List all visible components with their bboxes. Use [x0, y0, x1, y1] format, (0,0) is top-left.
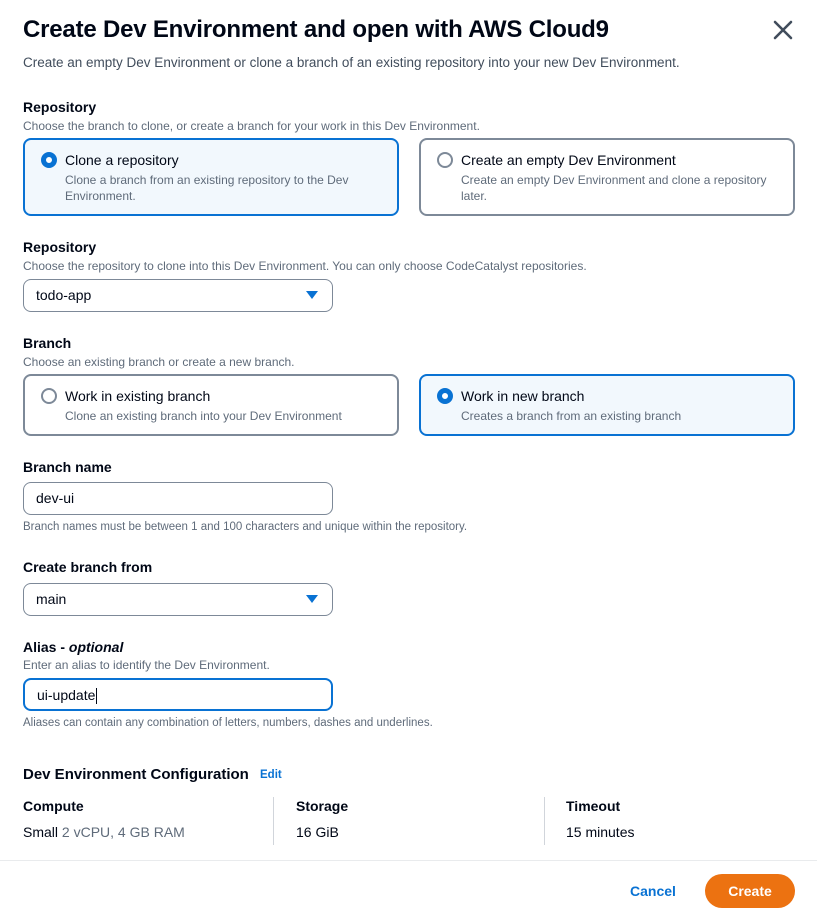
timeout-value: 15 minutes: [566, 824, 635, 840]
create-branch-from-value: main: [36, 591, 67, 607]
branch-mode-label: Branch: [23, 335, 72, 351]
create-button[interactable]: Create: [705, 874, 795, 908]
caret-down-icon: [306, 291, 318, 299]
footer-divider: [0, 860, 817, 861]
column-divider: [273, 797, 274, 845]
compute-detail: 2 vCPU, 4 GB RAM: [61, 824, 185, 840]
storage-label: Storage: [296, 798, 349, 814]
repository-select-description: Choose the repository to clone into this Dev Environment. You can only choose CodeCatalyst repositories.: [23, 259, 587, 273]
column-divider: [544, 797, 545, 845]
timeout-label: Timeout: [566, 798, 621, 814]
repository-mode-description: Choose the branch to clone, or create a branch for your work in this Dev Environment.: [23, 119, 480, 133]
configuration-edit-link[interactable]: Edit: [260, 769, 282, 781]
branch-mode-description: Choose an existing branch or create a new branch.: [23, 355, 295, 369]
storage-value: 16 GiB: [296, 824, 339, 840]
existing-branch-tile[interactable]: [23, 374, 399, 436]
new-branch-label: Work in new branch: [461, 388, 585, 404]
caret-down-icon: [306, 595, 318, 603]
existing-branch-label: Work in existing branch: [65, 388, 211, 404]
compute-column: [23, 798, 185, 840]
empty-dev-environment-tile[interactable]: [419, 138, 795, 216]
clone-repository-tile[interactable]: [23, 138, 399, 216]
new-branch-radio[interactable]: [437, 388, 453, 404]
create-branch-from-label: Create branch from: [23, 559, 153, 575]
clone-repository-label: Clone a repository: [65, 152, 179, 168]
cancel-button[interactable]: Cancel: [630, 883, 676, 899]
existing-branch-description: Clone an existing branch into your Dev Environment: [65, 409, 342, 423]
modal-title: Create Dev Environment and open with AWS Cloud9: [23, 16, 609, 43]
repository-mode-label: Repository: [23, 99, 97, 115]
branch-name-value: dev-ui: [36, 490, 75, 506]
timeout-column: [566, 798, 634, 840]
close-icon[interactable]: [771, 18, 795, 42]
branch-name-hint: Branch names must be between 1 and 100 characters and unique within the repository.: [23, 521, 468, 533]
alias-hint: Aliases can contain any combination of letters, numbers, dashes and underlines.: [23, 717, 433, 729]
empty-dev-environment-description: Create an empty Dev Environment and clone a repository later.: [461, 173, 767, 203]
repository-select-label: Repository: [23, 239, 97, 255]
repository-select-value: todo-app: [36, 287, 92, 303]
new-branch-tile[interactable]: [419, 374, 795, 436]
clone-repository-description: Clone a branch from an existing repository to the Dev Environment.: [65, 173, 349, 203]
compute-value: Small 2 vCPU, 4 GB RAM: [23, 824, 185, 840]
alias-description: Enter an alias to identify the Dev Environment.: [23, 658, 270, 672]
configuration-title: Dev Environment Configuration: [23, 766, 249, 783]
new-branch-description: Creates a branch from an existing branch: [461, 409, 682, 423]
alias-label: Alias - optional: [23, 639, 124, 655]
branch-name-label: Branch name: [23, 459, 112, 475]
repository-select[interactable]: [23, 279, 333, 312]
storage-column: [296, 798, 348, 840]
alias-value: ui-update: [37, 687, 96, 703]
create-branch-from-select[interactable]: [23, 583, 333, 616]
compute-label: Compute: [23, 798, 84, 814]
existing-branch-radio[interactable]: [41, 388, 57, 404]
alias-optional-tag: optional: [68, 639, 124, 655]
clone-repository-radio[interactable]: [41, 152, 57, 168]
text-cursor: [96, 688, 97, 704]
empty-dev-environment-label: Create an empty Dev Environment: [461, 152, 676, 168]
branch-name-input[interactable]: [23, 482, 333, 515]
modal-subtitle: Create an empty Dev Environment or clone a branch of an existing repository into your new Dev Environment.: [23, 55, 680, 70]
alias-input[interactable]: [23, 678, 333, 711]
empty-dev-environment-radio[interactable]: [437, 152, 453, 168]
